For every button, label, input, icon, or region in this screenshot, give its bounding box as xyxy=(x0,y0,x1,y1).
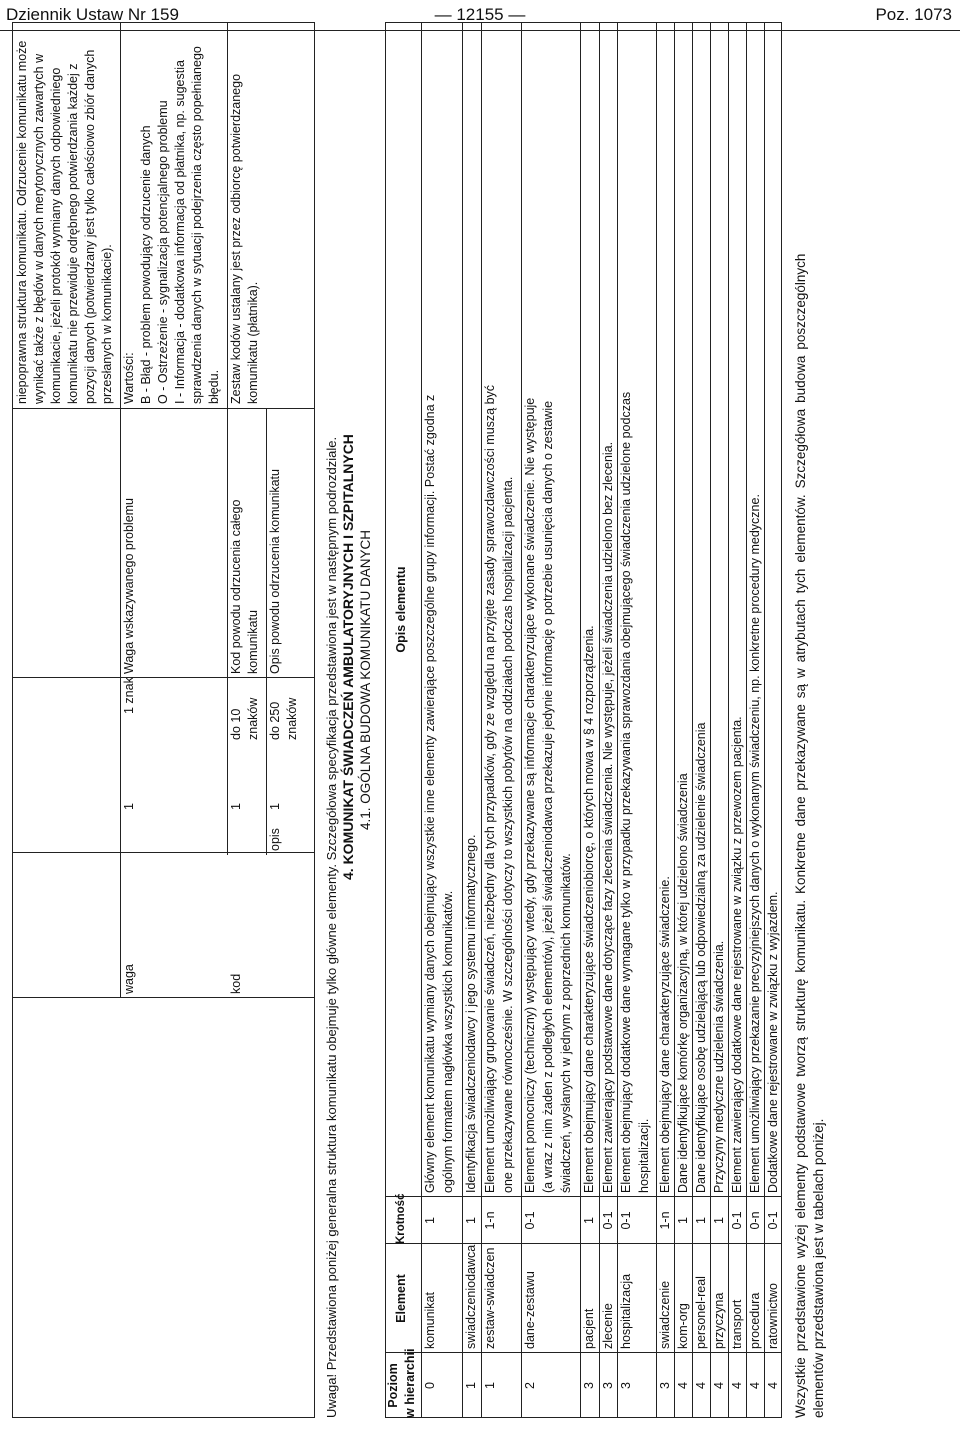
table-cell: Dodatkowe dane rejestrowane w związku z wyjazdem. xyxy=(766,891,780,1193)
table-cell: 4 xyxy=(694,1382,708,1389)
table-cell: do 250 xyxy=(268,701,282,740)
table-cell: 1 xyxy=(122,803,136,810)
table-cell: 4 xyxy=(676,1382,690,1389)
table-cell: Element xyxy=(394,1274,408,1323)
table-cell: hospitalizacja xyxy=(619,1273,633,1349)
table-cell: 0-1 xyxy=(730,1211,744,1230)
table-cell: w hierarchii xyxy=(403,1348,417,1418)
table-cell: świadczeń, wysłanych w jednym z poprzednich komunikatów. xyxy=(559,853,573,1193)
table-cell: dane-zestawu xyxy=(523,1271,537,1349)
table-cell: Wartości: xyxy=(122,352,136,404)
section-title: 4. KOMUNIKAT ŚWIADCZEŃ AMBULATORYJNYCH I SZPITALNYCH xyxy=(340,434,356,880)
table-cell: 1-n xyxy=(483,1211,497,1230)
table-cell: Wszystkie przedstawione wyżej elementy podstawowe tworzą strukturę komunikatu. Konkretne dane przekazywane są w atrybutach tych elementów. Szczegółowa budowa poszczególnych xyxy=(793,253,808,1418)
table-cell: 0-1 xyxy=(601,1211,615,1230)
table-cell: 4 xyxy=(766,1382,780,1389)
table-cell: hospitalizacji. xyxy=(637,1118,651,1193)
table-cell: zlecenie xyxy=(601,1303,615,1349)
table-cell: Element obejmujący dane charakteryzujące świadczeniobiorcę, o których mowa w § 4 rozporządzenia. xyxy=(582,625,596,1193)
table-rule xyxy=(12,408,315,409)
table-cell: przesłanych w komunikacie). xyxy=(100,244,114,404)
table-cell: 1 xyxy=(464,1382,478,1389)
table-cell: one przekazywane równocześnie. W szczególności dotyczy to wszystkich pobytów na oddziałach podczas hospitalizacji pacjenta. xyxy=(501,476,515,1193)
table-cell: zestaw-swiadczen xyxy=(483,1247,497,1349)
table-cell: pozycji danych (potwierdzany jest tylko całościowo zbiór danych xyxy=(83,49,97,404)
table-cell: (a wraz z nim żaden z podległych elementów), jeżeli świadczeniodawca przekazuje jedynie informację o potrzebie usunięcia danych o zestawie xyxy=(541,400,555,1193)
table-cell: Przyczyny medyczne udzielenia świadczenia. xyxy=(712,940,726,1193)
page-number: — 12155 — xyxy=(434,5,526,24)
position-number: Poz. 1073 xyxy=(875,5,952,24)
table-cell: błędu. xyxy=(207,369,221,404)
table-cell: 1 xyxy=(676,1217,690,1224)
table-cell: Opis powodu odrzucenia komunikatu xyxy=(268,469,282,674)
table-cell: 3 xyxy=(658,1382,672,1389)
table-cell: 3 xyxy=(619,1382,633,1389)
element-name: opis xyxy=(268,828,282,851)
structure-note: Uwaga! Przedstawiona poniżej generalna struktura komunikatu obejmuje tylko główne elementy. Szczegółowa specyfikacja przedstawiona jest w następnym podrozdziale. xyxy=(324,436,339,1418)
table-cell: elementów przedstawiona jest w tabelach poniżej. xyxy=(811,1118,826,1418)
table-cell: Element pomocniczy (techniczny) występujący wtedy, gdy przekazywane są informacje charakteryzujące wykonane świadczenie. Nie występuje xyxy=(523,397,537,1193)
table-cell: 1 xyxy=(229,803,243,810)
table-cell: pacjent xyxy=(582,1308,596,1349)
table-cell: Dane identyfikujące osobę udzielającą lub odpowiedzialną za udzielenie świadczenia xyxy=(694,722,708,1193)
table-cell: Identyfikacja świadczeniodawcy i jego systemu informatycznego. xyxy=(464,834,478,1193)
table-cell: 0-1 xyxy=(619,1211,633,1230)
table-cell: 1 xyxy=(464,1217,478,1224)
table-cell: sprawdzenia danych w sytuacji podejrzenia często popełnianego xyxy=(190,46,204,404)
table-cell: 1 xyxy=(268,803,282,810)
table-cell: komunikat xyxy=(423,1292,437,1349)
table-cell: komunikatu xyxy=(246,610,260,674)
table-cell: znaków xyxy=(285,697,299,740)
table-cell: do 10 xyxy=(229,708,243,740)
table-cell: komunikatu nie przewiduje odrębnego potwierdzania każdej z xyxy=(66,63,80,404)
table-cell: 4 xyxy=(748,1382,762,1389)
table-cell: Opis elementu xyxy=(394,566,408,653)
table-cell: Zestaw kodów ustalany jest przez odbiorcę potwierdzanego xyxy=(229,73,243,404)
table-cell: niepoprawna struktura komunikatu. Odrzucenie komunikatu może xyxy=(15,40,29,404)
table-cell: swiadczeniodawca xyxy=(464,1244,478,1349)
table-cell: ogólnym formatem nagłówka wszystkich komunikatów. xyxy=(441,890,455,1193)
table-cell: Kod powodu odrzucenia całego xyxy=(229,499,243,674)
table-cell: wynikać także z błędów w danych merytorycznych zawartych w xyxy=(32,53,46,404)
table-cell: komunikatu (płatnika). xyxy=(246,281,260,404)
table-cell: Poziom xyxy=(386,1363,400,1408)
table-cell: komunikacie, jeżeli protokół wymiany danych odpowiedniego xyxy=(49,67,63,404)
table-cell: 1 xyxy=(694,1217,708,1224)
table-cell: 1 xyxy=(483,1382,497,1389)
table-cell: personel-real xyxy=(694,1276,708,1349)
element-name: waga xyxy=(122,964,136,994)
table-cell: przyczyna xyxy=(712,1292,726,1349)
table-cell: Element umożliwiający przekazanie precyzyjniejszych danych o wykonanym świadczeniu, np. konkretne procedury medyczne. xyxy=(748,494,762,1193)
table-rule xyxy=(12,852,315,853)
table-cell: Element obejmujący dodatkowe dane wymagane tylko w przypadku przekazywania sprawozdania obejmującego świadczenia udzielone podczas xyxy=(619,391,633,1193)
table-cell: Element zawierający dodatkowe dane rejestrowane w związku z przewozem pacjenta. xyxy=(730,716,744,1193)
table-cell: Waga wskazywanego problemu xyxy=(122,497,136,674)
table-cell: procedura xyxy=(748,1292,762,1349)
table-cell: swiadczenie xyxy=(658,1280,672,1349)
table-cell: Element obejmujący dane charakteryzujące świadczenie. xyxy=(658,876,672,1193)
table-cell: transport xyxy=(730,1299,744,1349)
table-cell: O - Ostrzeżenie - sygnalizacja potencjalnego problemu xyxy=(156,100,170,404)
table-cell: 3 xyxy=(601,1382,615,1389)
table-rule xyxy=(12,677,315,678)
table-cell: 4 xyxy=(712,1382,726,1389)
table-cell: 1 xyxy=(712,1217,726,1224)
journal-title: Dziennik Ustaw Nr 159 xyxy=(6,5,179,24)
table-cell: znaków xyxy=(246,697,260,740)
table-cell: 4 xyxy=(730,1382,744,1389)
table-cell: 1 xyxy=(423,1217,437,1224)
table-cell: 1-n xyxy=(658,1211,672,1230)
table-cell: Element umożliwiający grupowanie świadczeń, niezbędny dla tych przypadków, gdy ze względu na przyjęte zasady sprawozdawczości muszą być xyxy=(483,384,497,1193)
table-cell: B - Błąd - problem powodujący odrzucenie danych xyxy=(139,125,153,404)
table-cell: 1 xyxy=(582,1217,596,1224)
table-cell: I - Informacja - dodatkowa informacja od płatnika, np. sugestia xyxy=(173,60,187,404)
table-cell: Główny element komunikatu wymiany danych obejmujący wszystkie inne elementy zawierające poszczególne grupy informacji. Postać zgodna z xyxy=(423,394,437,1193)
table-cell: 3 xyxy=(582,1382,596,1389)
table-cell: 2 xyxy=(523,1382,537,1389)
table-cell: kom-org xyxy=(676,1303,690,1349)
table-cell: 0 xyxy=(423,1382,437,1389)
table-cell: 0-1 xyxy=(766,1211,780,1230)
table-cell: 0-n xyxy=(748,1211,762,1230)
table-cell: 1 znak xyxy=(122,677,136,714)
table-cell: 0-1 xyxy=(523,1211,537,1230)
table-cell: Krotność xyxy=(395,1193,407,1244)
table-cell: Dane identyfikujące komórkę organizacyjną, w której udzielono świadczenia xyxy=(676,773,690,1193)
element-name: kod xyxy=(229,973,243,994)
table-cell: ratownictwo xyxy=(766,1283,780,1349)
table-rule xyxy=(12,997,315,998)
table-cell: Element zawierający podstawowe dane dotyczące fazy zlecenia świadczenia. Nie występuje, jeżeli świadczenia udzielono bez zlecenia. xyxy=(601,441,615,1193)
subsection-title: 4.1. OGÓLNA BUDOWA KOMUNIKATU DANYCH xyxy=(358,529,373,830)
